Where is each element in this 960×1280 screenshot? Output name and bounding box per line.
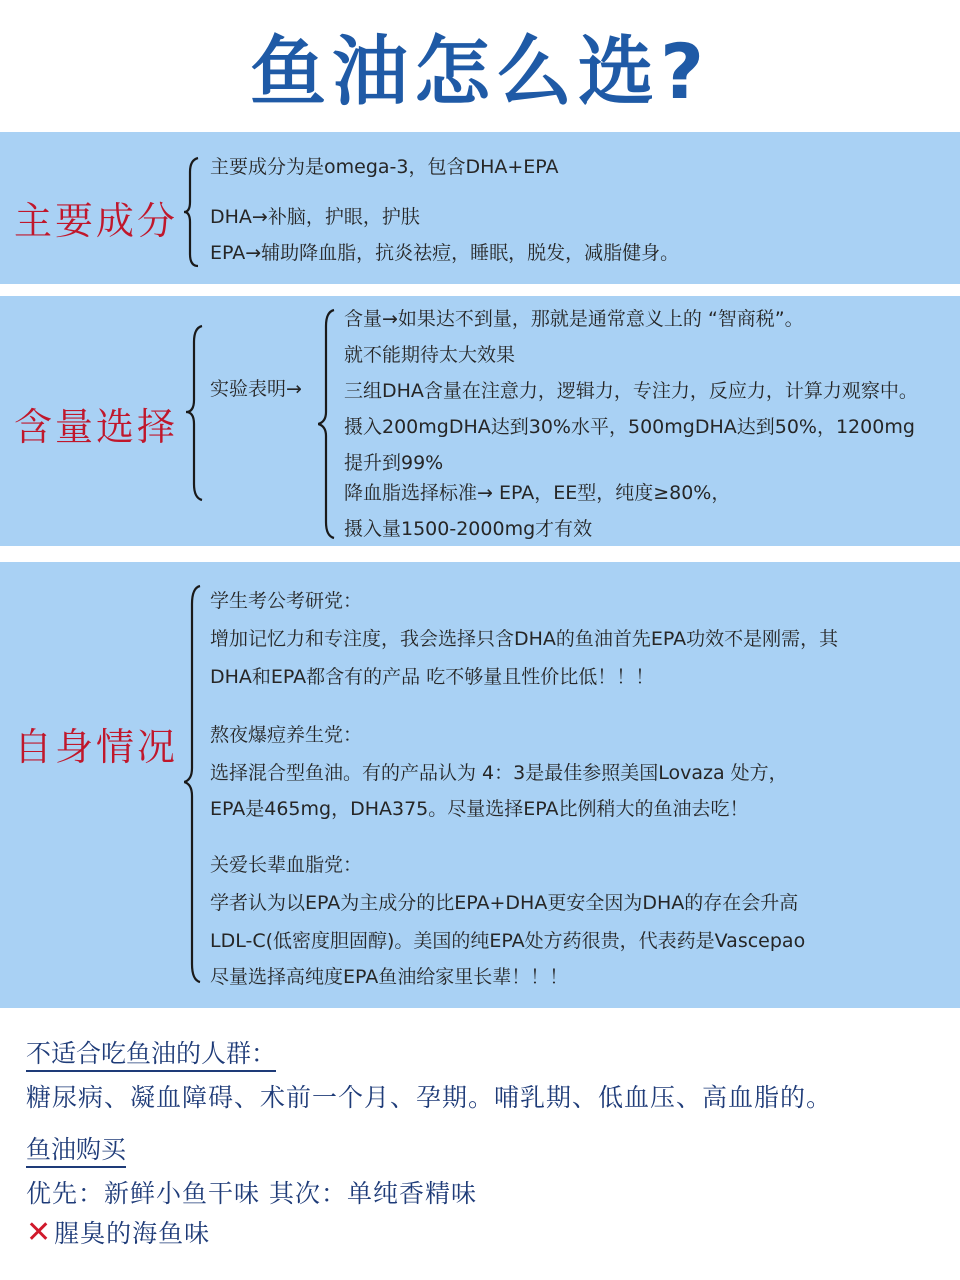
content-line: 提升到99% xyxy=(344,452,444,474)
self-group-heading: 熬夜爆痘养生党： xyxy=(210,724,363,746)
experiment-label: 实验表明→ xyxy=(210,378,302,400)
self-line: 选择混合型鱼油。有的产品认为 4：3是最佳参照美国Lovaza 处方， xyxy=(210,762,788,784)
avoid-text: 腥臭的海鱼味 xyxy=(54,1219,211,1248)
self-line: LDL-C(低密度胆固醇)。美国的纯EPA处方药很贵，代表药是Vascepao xyxy=(210,930,806,952)
brace-icon xyxy=(186,324,208,502)
self-line: 尽量选择高纯度EPA鱼油给家里长辈！！！ xyxy=(210,966,569,988)
section-label-main: 主要成分 xyxy=(14,199,179,243)
unsuitable-text: 糖尿病、凝血障碍、术前一个月、孕期。哺乳期、低血压、高血脂的。 xyxy=(26,1083,833,1112)
self-group-heading: 学生考公考研党： xyxy=(210,590,363,612)
main-ingredients-panel xyxy=(0,132,960,284)
content-line: 摄入量1500-2000mg才有效 xyxy=(344,518,593,540)
buy-heading: 鱼油购买 xyxy=(26,1130,126,1166)
self-line: 学者认为以EPA为主成分的比EPA+DHA更安全因为DHA的存在会升高 xyxy=(210,892,799,914)
brace-icon xyxy=(184,156,204,268)
section-label-content: 含量选择 xyxy=(14,405,179,449)
section-label-self: 自身情况 xyxy=(14,725,179,769)
main-line: DHA→补脑，护眼，护肤 xyxy=(210,206,420,228)
brace-icon xyxy=(184,584,206,984)
avoid-row xyxy=(26,1214,210,1250)
main-line: EPA→辅助降血脂，抗炎祛痘，睡眠，脱发，减脂健身。 xyxy=(210,242,680,264)
self-group-heading: 关爱长辈血脂党： xyxy=(210,854,363,876)
content-line: 降血脂选择标准→ EPA，EE型，纯度≥80%， xyxy=(344,482,731,504)
content-line: 三组DHA含量在注意力，逻辑力，专注力，反应力，计算力观察中。 xyxy=(344,380,918,402)
brace-icon xyxy=(318,308,340,540)
personal-situation-panel xyxy=(0,562,960,1008)
page-title: 鱼油怎么选? xyxy=(249,27,711,116)
self-line: EPA是465mg，DHA375。尽量选择EPA比例稍大的鱼油去吃！ xyxy=(210,798,749,820)
unsuitable-heading: 不适合吃鱼油的人群： xyxy=(26,1034,276,1070)
content-selection-panel xyxy=(0,296,960,546)
preference-text: 优先：新鲜小鱼干味 其次：单纯香精味 xyxy=(26,1179,477,1208)
content-line: 摄入200mgDHA达到30%水平，500mgDHA达到50%，1200mg xyxy=(344,416,915,438)
self-line: DHA和EPA都含有的产品 吃不够量且性价比低！！！ xyxy=(210,666,655,688)
content-line: 含量→如果达不到量，那就是通常意义上的 “智商税”。 xyxy=(344,308,804,330)
cross-icon: ✕ xyxy=(26,1215,53,1250)
self-line: 增加记忆力和专注度，我会选择只含DHA的鱼油首先EPA功效不是刚需，其 xyxy=(210,628,839,650)
main-line: 主要成分为是omega-3，包含DHA+EPA xyxy=(210,156,559,178)
content-line: 就不能期待太大效果 xyxy=(344,344,516,366)
